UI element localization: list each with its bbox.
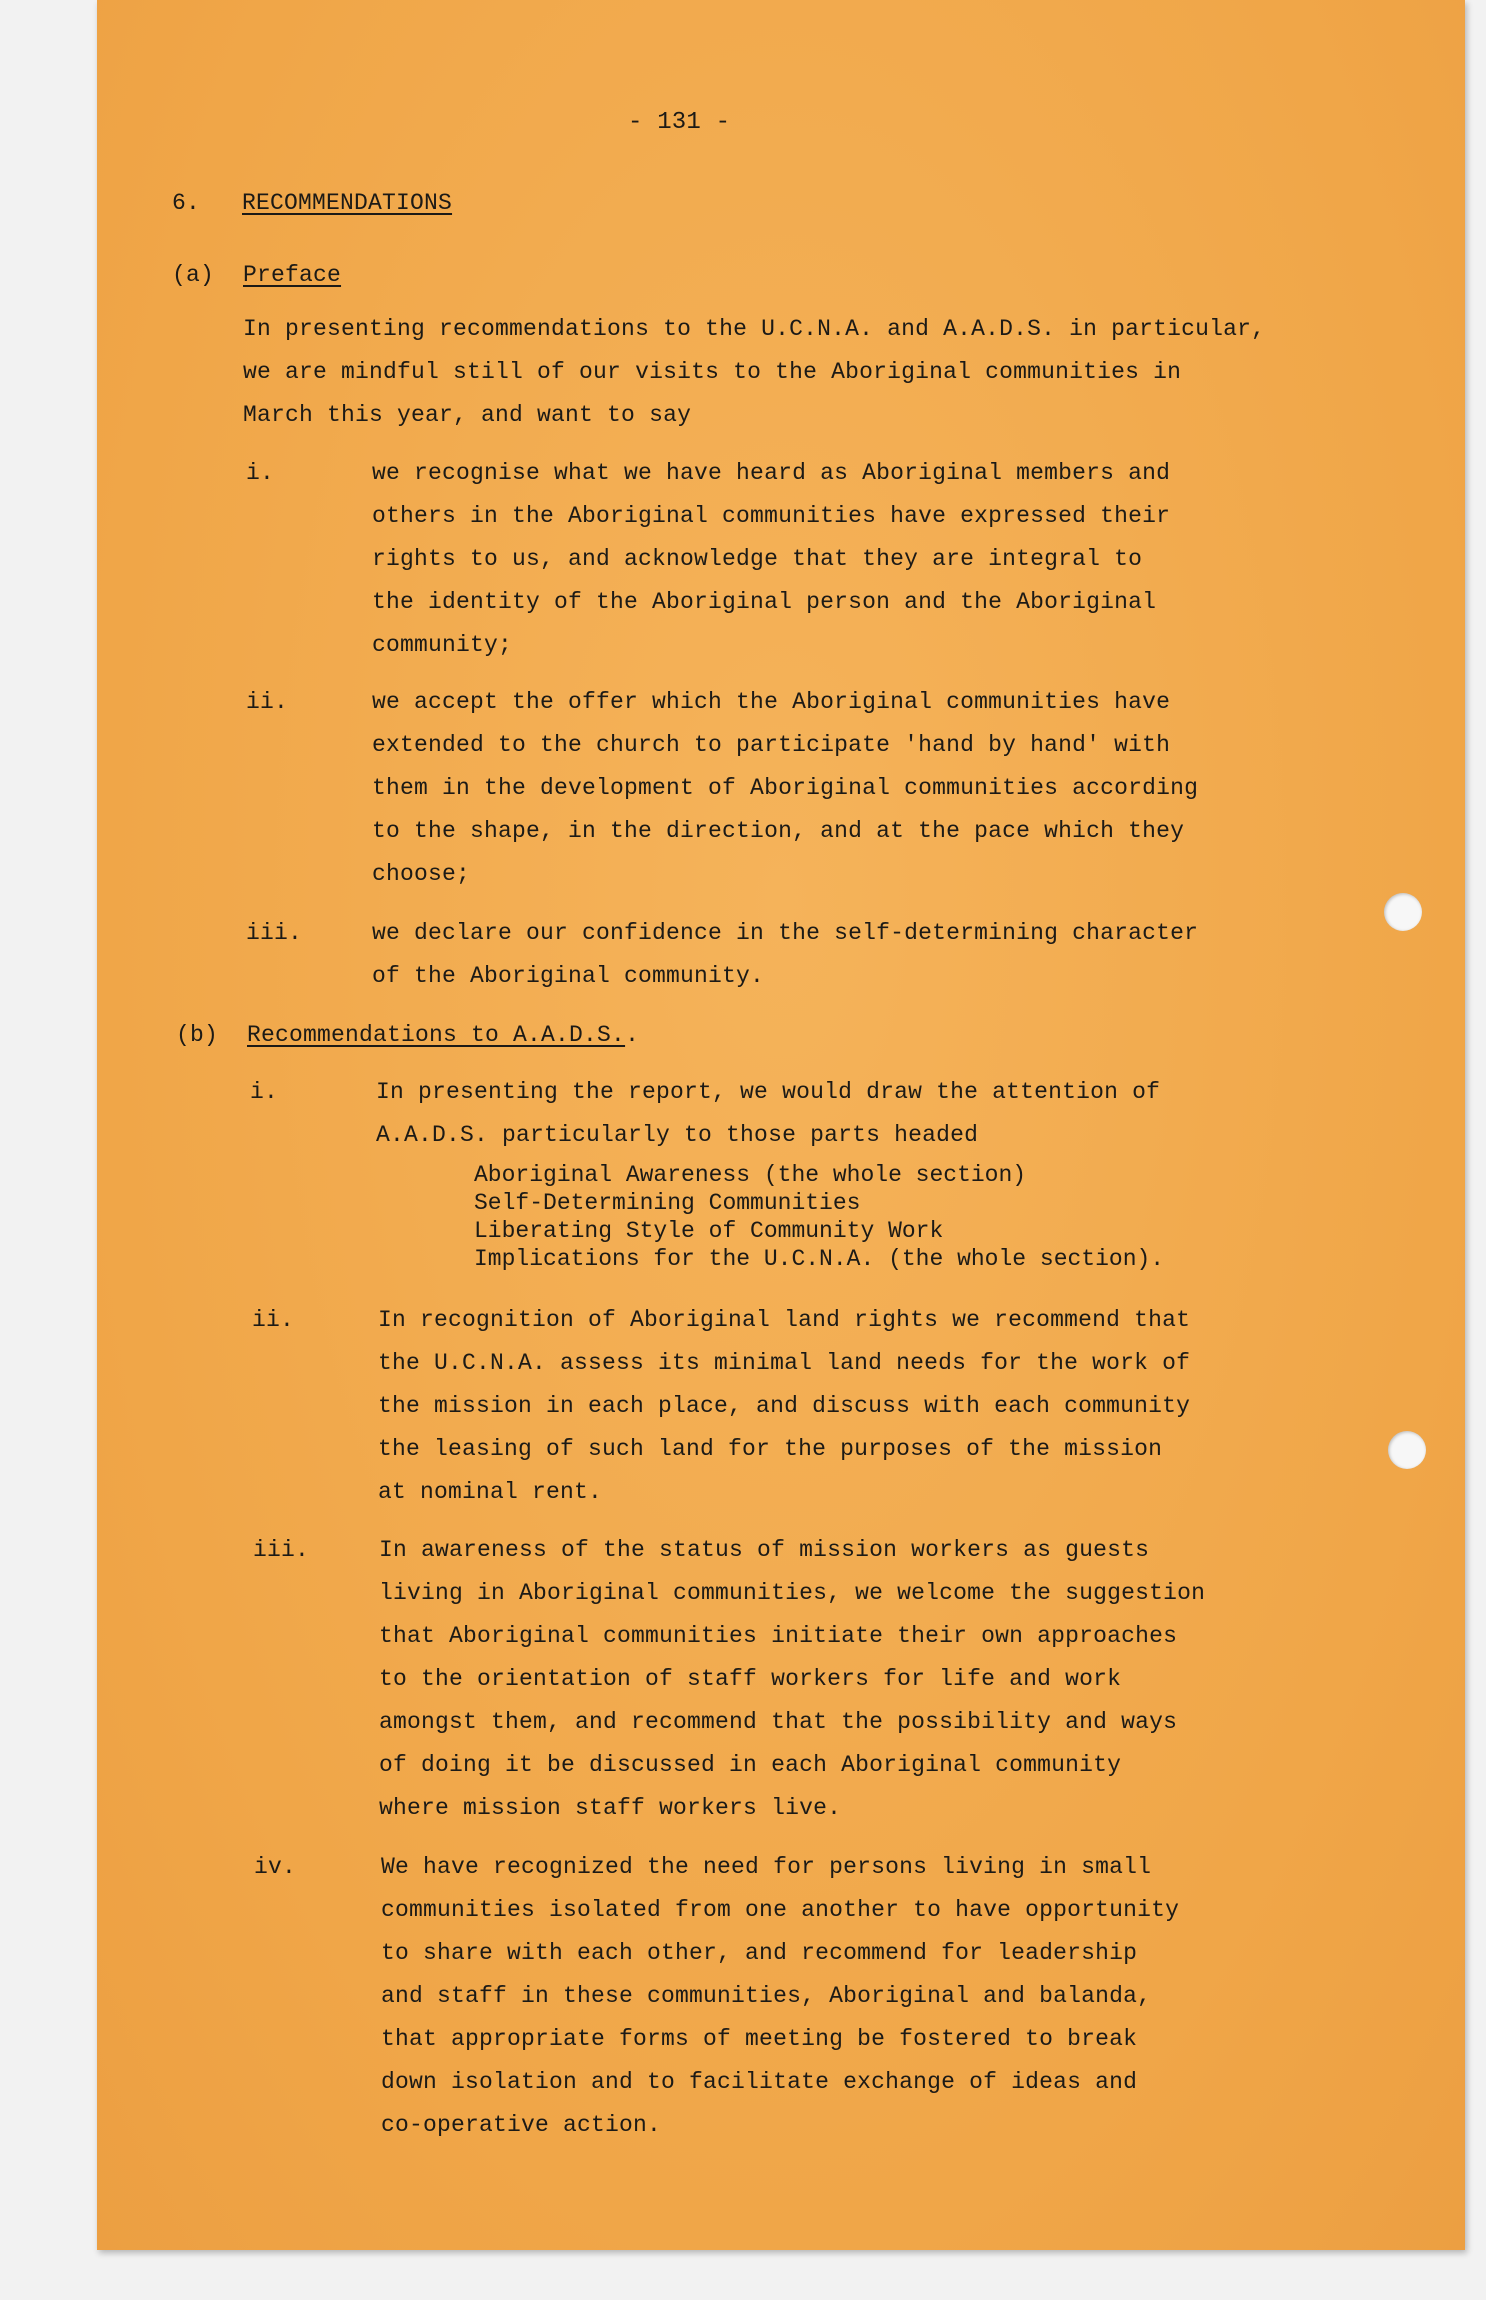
aads-item-line: that Aboriginal communities initiate their own approaches [379,1623,1178,1649]
preface-item-numeral: ii. [246,689,289,715]
aads-heading: Recommendations to A.A.D.S. [247,1022,626,1048]
preface-item-line: to the shape, in the direction, and at the pace which they [372,818,1185,844]
preface-intro-line: we are mindful still of our visits to the Aboriginal communities in [243,359,1182,385]
preface-item-line: we recognise what we have heard as Aboriginal members and [372,460,1171,486]
aads-item-numeral: ii. [252,1307,295,1333]
aads-sublist-item: Aboriginal Awareness (the whole section) [474,1162,1027,1188]
aads-item-line: In awareness of the status of mission workers as guests [379,1537,1150,1563]
aads-item-line: and staff in these communities, Aboriginal and balanda, [381,1983,1152,2009]
aads-item-line: to share with each other, and recommend for leadership [381,1940,1138,1966]
preface-intro-line: In presenting recommendations to the U.C.N.A. and A.A.D.S. in particular, [243,316,1266,342]
preface-item-line: them in the development of Aboriginal communities according [372,775,1199,801]
aads-item-line: co-operative action. [381,2112,662,2138]
aads-item-line: where mission staff workers live. [379,1795,842,1821]
aads-heading-suffix: . [625,1022,640,1048]
aads-item-line: to the orientation of staff workers for life and work [379,1666,1122,1692]
aads-item-line: down isolation and to facilitate exchange of ideas and [381,2069,1138,2095]
aads-sublist-item: Self-Determining Communities [474,1190,861,1216]
aads-sublist-item: Implications for the U.C.N.A. (the whole section). [474,1246,1165,1272]
aads-item-line: We have recognized the need for persons living in small [381,1854,1152,1880]
punch-hole-upper [1384,893,1422,931]
preface-label: (a) [172,262,215,288]
aads-item-numeral: iii. [253,1537,310,1563]
aads-heading-wrap [247,1014,639,1057]
preface-item-line: we accept the offer which the Aboriginal communities have [372,689,1171,715]
preface-item-line: rights to us, and acknowledge that they are integral to [372,546,1143,572]
aads-item-numeral: iv. [254,1854,297,1880]
aads-item-line: communities isolated from one another to have opportunity [381,1897,1180,1923]
preface-item-line: others in the Aboriginal communities have expressed their [372,503,1171,529]
aads-item-line: the mission in each place, and discuss with each community [378,1393,1191,1419]
aads-item-line: living in Aboriginal communities, we welcome the suggestion [379,1580,1206,1606]
preface-item-numeral: i. [246,460,275,486]
aads-item-line: at nominal rent. [378,1479,603,1505]
aads-item-line: In presenting the report, we would draw the attention of [376,1079,1161,1105]
preface-intro-line: March this year, and want to say [243,402,692,428]
preface-item-line: extended to the church to participate 'hand by hand' with [372,732,1171,758]
aads-label: (b) [176,1022,219,1048]
punch-hole-lower [1388,1431,1426,1469]
preface-heading: Preface [243,262,342,288]
aads-item-line: of doing it be discussed in each Aboriginal community [379,1752,1122,1778]
preface-item-numeral: iii. [246,920,303,946]
preface-item-line: of the Aboriginal community. [372,963,765,989]
aads-item-line: the leasing of such land for the purposes of the mission [378,1436,1163,1462]
aads-item-line: A.A.D.S. particularly to those parts headed [376,1122,979,1148]
aads-sublist-item: Liberating Style of Community Work [474,1218,944,1244]
aads-item-line: the U.C.N.A. assess its minimal land needs for the work of [378,1350,1191,1376]
preface-item-line: the identity of the Aboriginal person and the Aboriginal [372,589,1157,615]
aads-item-numeral: i. [250,1079,279,1105]
section-title: RECOMMENDATIONS [242,190,453,216]
section-number: 6. [172,190,201,216]
preface-item-line: choose; [372,861,471,887]
aads-item-line: that appropriate forms of meeting be fostered to break [381,2026,1138,2052]
preface-item-line: we declare our confidence in the self-determining character [372,920,1199,946]
page-number: - 131 - [628,109,731,136]
preface-item-line: community; [372,632,513,658]
aads-item-line: amongst them, and recommend that the possibility and ways [379,1709,1178,1735]
aads-item-line: In recognition of Aboriginal land rights we recommend that [378,1307,1191,1333]
